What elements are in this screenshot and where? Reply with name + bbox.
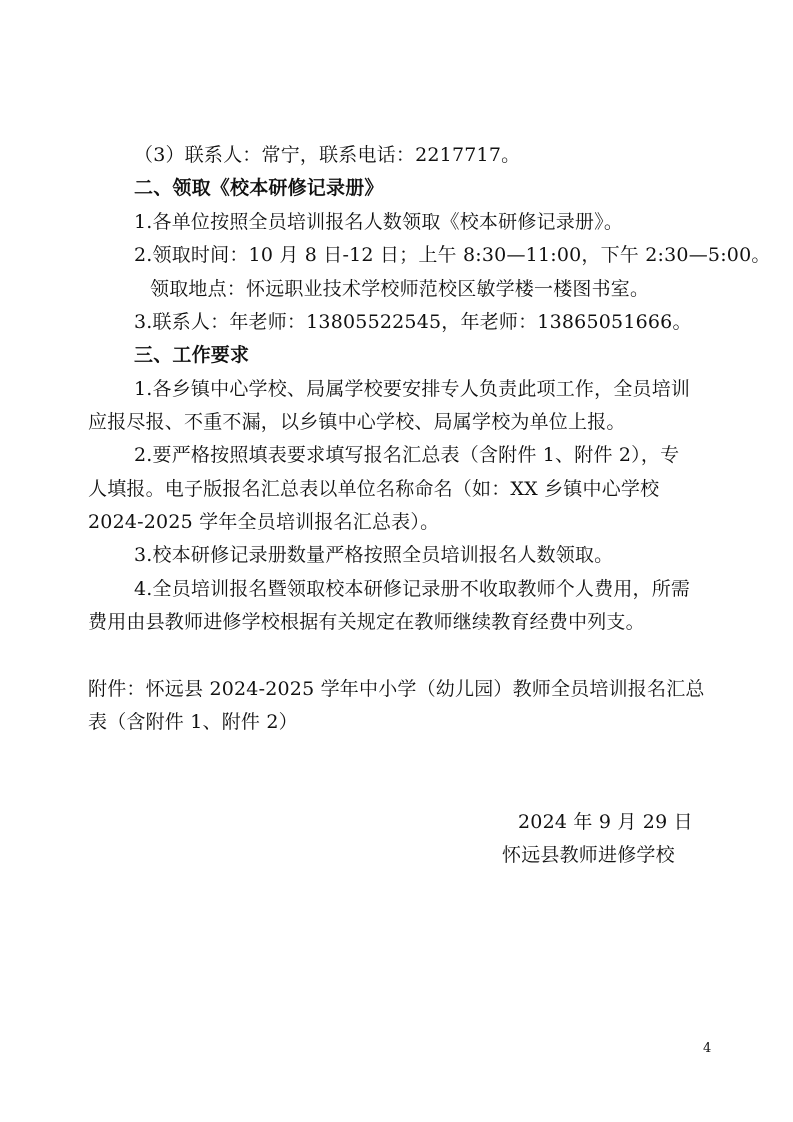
requirement-1-line-1: 1.各乡镇中心学校、局属学校要安排专人负责此项工作，全员培训 xyxy=(134,378,691,400)
attachment-line-1: 附件：怀远县 2024-2025 学年中小学（幼儿园）教师全员培训报名汇总 xyxy=(88,678,705,700)
signature-issuer: 怀远县教师进修学校 xyxy=(502,844,675,866)
collect-item-1: 1.各单位按照全员培训报名人数领取《校本研修记录册》。 xyxy=(134,211,624,233)
section-heading-work-requirements: 三、工作要求 xyxy=(134,344,250,366)
page-number: 4 xyxy=(703,1041,712,1056)
requirement-4-line-1: 4.全员培训报名暨领取校本研修记录册不收取教师个人费用，所需 xyxy=(134,578,691,600)
requirement-1-line-2: 应报尽报、不重不漏，以乡镇中心学校、局属学校为单位上报。 xyxy=(88,411,626,433)
requirement-2-line-1: 2.要严格按照填表要求填写报名汇总表（含附件 1、附件 2），专 xyxy=(134,444,680,466)
section-heading-collect-records: 二、领取《校本研修记录册》 xyxy=(134,177,384,199)
collect-item-3-contact: 3.联系人：年老师：13805522545，年老师：13865051666。 xyxy=(134,311,692,333)
collect-item-2-location: 领取地点：怀远职业技术学校师范校区敏学楼一楼图书室。 xyxy=(150,278,650,300)
attachment-line-2: 表（含附件 1、附件 2） xyxy=(88,711,298,733)
contact-line: （3）联系人：常宁，联系电话：2217717。 xyxy=(134,144,521,166)
signature-date: 2024 年 9 月 29 日 xyxy=(518,811,693,833)
requirement-2-line-3: 2024-2025 学年全员培训报名汇总表）。 xyxy=(88,511,440,533)
requirement-2-line-2: 人填报。电子版报名汇总表以单位名称命名（如：XX 乡镇中心学校 xyxy=(88,478,660,500)
requirement-4-line-2: 费用由县教师进修学校根据有关规定在教师继续教育经费中列支。 xyxy=(88,611,645,633)
collect-item-2-time: 2.领取时间：10 月 8 日-12 日；上午 8:30—11:00，下午 2:30—5:00。 xyxy=(134,244,771,266)
requirement-3: 3.校本研修记录册数量严格按照全员培训报名人数领取。 xyxy=(134,544,614,566)
